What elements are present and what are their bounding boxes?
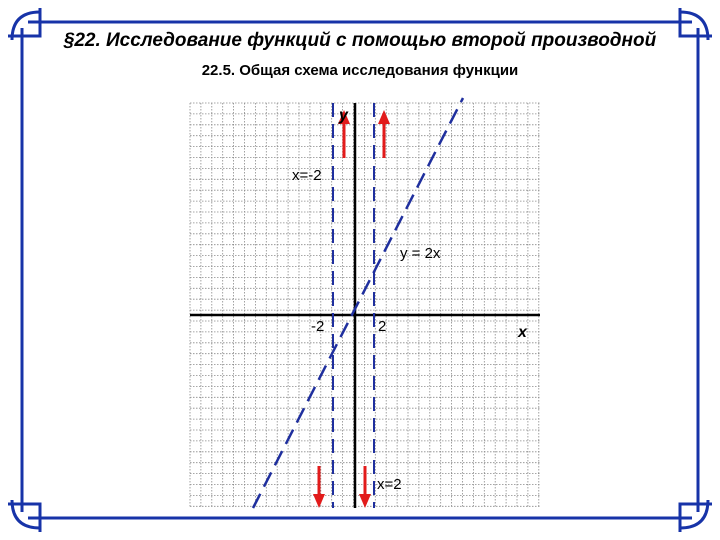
asymptote-left-label: x=-2: [292, 167, 322, 184]
section-subtitle: 22.5. Общая схема исследования функции: [201, 62, 519, 79]
page-title: §22. Исследование функций с помощью второй производной: [63, 30, 657, 51]
oblique-asymptote: [253, 98, 463, 508]
arrow-up-right: [378, 110, 390, 158]
tick-label-pos: 2: [378, 318, 387, 335]
arrow-down-right: [359, 466, 371, 508]
tick-label-neg: -2: [311, 318, 325, 335]
y-axis-label: y: [339, 107, 348, 124]
x-axis-label: x: [518, 324, 527, 341]
line-equation-label: y = 2x: [400, 245, 441, 262]
arrow-down-left: [313, 466, 325, 508]
asymptote-right-label: x=2: [377, 476, 402, 493]
grid: [190, 103, 540, 508]
